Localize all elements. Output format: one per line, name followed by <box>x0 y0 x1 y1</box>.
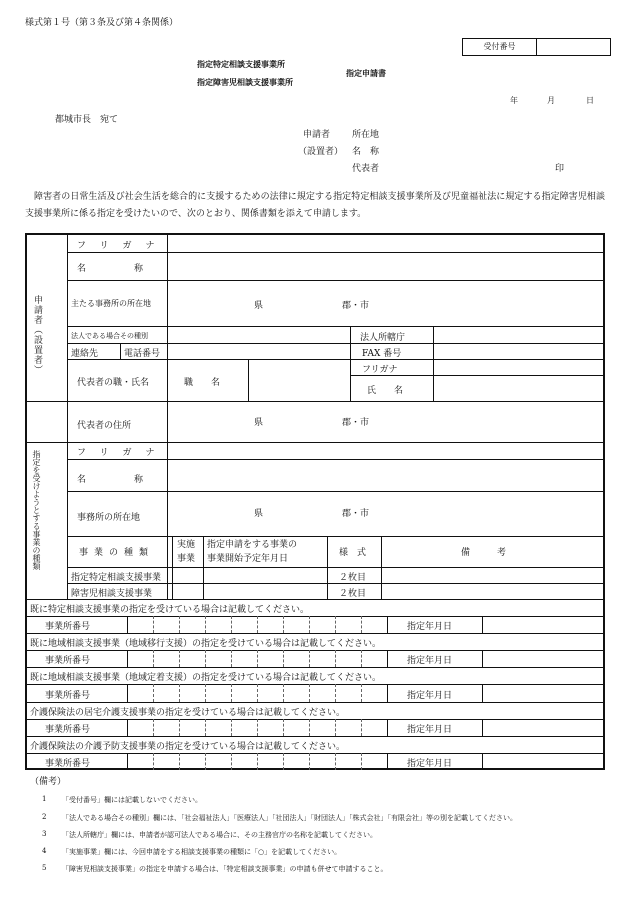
position-label: 職 名 <box>184 378 221 388</box>
position-field[interactable] <box>250 361 348 400</box>
designation-date-label-4: 指定年月日 <box>407 725 453 735</box>
notes-title: （備考） <box>30 777 67 787</box>
existing-note-4: 介護保険法の居宅介護支援事業の指定を受けている場合は記載してください。 <box>30 708 346 718</box>
start-date-header-line1: 指定申請をする事業の <box>207 540 298 550</box>
receipt-box <box>462 38 611 56</box>
rep-name-field[interactable] <box>435 377 603 400</box>
designation-date-label-3: 指定年月日 <box>407 691 453 701</box>
date-month: 月 <box>547 96 555 105</box>
furigana-label: フリガナ <box>77 241 169 251</box>
office-address-label: 事務所の所在地 <box>77 513 141 523</box>
note-num-1: 1 <box>42 795 47 803</box>
title-line2: 指定障害児相談支援事業所 <box>197 77 293 87</box>
fax-label: FAX 番号 <box>362 349 402 359</box>
note-num-4: 4 <box>42 847 47 855</box>
applicant-side-label: 申請者（設置者） <box>32 295 42 375</box>
biz-type-header: 事業の種類 <box>79 548 155 558</box>
remarks-header: 備 考 <box>461 548 507 558</box>
fax-field[interactable] <box>435 345 603 358</box>
rep-position-name-label: 代表者の職・氏名 <box>77 378 150 388</box>
existing-note-1: 既に特定相談支援事業の指定を受けている場合は記載してください。 <box>30 605 310 615</box>
name-label: 名称 <box>77 264 192 274</box>
note-num-3: 3 <box>42 830 47 838</box>
biz2-label: 障害児相談支援事業 <box>71 589 153 599</box>
office-gun-shi-label: 郡・市 <box>342 509 370 519</box>
impl-header-line1: 実施 <box>177 540 196 550</box>
corp-office-label: 法人所轄庁 <box>360 333 406 343</box>
biz-name-field[interactable] <box>172 461 603 489</box>
business-side-label: 指定を受けようとする事業の種類 <box>32 450 41 570</box>
biz-name-label: 名称 <box>77 475 192 485</box>
corp-type-label: 法人である場合その種別 <box>71 332 148 340</box>
existing-note-2: 既に地域相談支援事業（地域移行支援）の指定を受けている場合は記載してください。 <box>30 639 382 649</box>
form-number: 様式第１号（第３条及び第４条関係） <box>25 18 179 28</box>
note-text-4: 「実施事業」欄には、今回申請をする相談支援事業の種類に「○」を記載してください。 <box>62 848 342 856</box>
designation-date-label-2: 指定年月日 <box>407 656 453 666</box>
office-no-label-1: 事業所番号 <box>45 622 91 632</box>
addressee: 都城市長 宛て <box>55 115 119 125</box>
note-text-3: 「法人所轄庁」欄には、申請者が認可法人である場合に、その主務官庁の名称を記載してください。 <box>62 831 377 839</box>
designation-date-label-5: 指定年月日 <box>407 759 453 769</box>
designation-date-label-1: 指定年月日 <box>407 622 453 632</box>
format-header: 様 式 <box>339 548 367 558</box>
rep-name-label: 氏 名 <box>367 386 404 396</box>
main-office-label: 主たる事務所の所在地 <box>71 299 151 308</box>
phone-label: 電話番号 <box>124 349 161 359</box>
corp-type-field[interactable] <box>172 328 348 342</box>
seal-mark: 印 <box>555 164 565 174</box>
rep-furigana-label: フリガナ <box>362 365 398 375</box>
receipt-label: 受付番号 <box>463 39 537 55</box>
application-form-table <box>25 233 605 770</box>
applicant-name-field[interactable] <box>172 254 603 279</box>
impl-header-line2: 事業 <box>177 554 196 564</box>
biz2-impl-checkbox[interactable] <box>174 585 202 598</box>
org-name-label: 名 称 <box>352 147 380 157</box>
existing-note-5: 介護保険法の介護予防支援事業の指定を受けている場合は記載してください。 <box>30 742 346 752</box>
rep-gun-shi-label: 郡・市 <box>342 418 370 428</box>
office-no-label-3: 事業所番号 <box>45 691 91 701</box>
office-pref-label: 県 <box>254 509 264 519</box>
existing-note-3: 既に地域相談支援事業（地域定着支援）の指定を受けている場合は記載してください。 <box>30 673 382 683</box>
rep-address-label: 代表者の住所 <box>77 421 132 431</box>
date-year: 年 <box>510 96 518 105</box>
title-line1: 指定特定相談支援事業所 <box>197 59 285 69</box>
intro-paragraph: 障害者の日常生活及び社会生活を総合的に支援するための法律に規定する指定特定相談支援事業所及び児童福祉法に規定する指定障害児相談支援事業所に係る指定を受けたいので、次のとおり、関係書類を添えて申請します。 <box>25 192 605 219</box>
biz1-impl-checkbox[interactable] <box>174 569 202 582</box>
note-text-5: 「障害児相談支援事業」の指定を申請する場合は、「特定相談支援事業」の申請も併せて申請すること。 <box>62 865 388 873</box>
note-text-1: 「受付番号」欄には記載しないでください。 <box>62 796 202 804</box>
contact-label: 連絡先 <box>71 349 99 359</box>
furigana-field[interactable] <box>172 236 603 251</box>
rep-pref-label: 県 <box>254 418 264 428</box>
biz1-label: 指定特定相談支援事業 <box>71 573 162 583</box>
applicant-label: 申請者 <box>303 130 331 140</box>
date-day: 日 <box>586 96 594 105</box>
page-title: 指定申請書 <box>346 68 386 78</box>
note-num-5: 5 <box>42 864 47 872</box>
receipt-number-field[interactable] <box>537 39 610 55</box>
corp-office-field[interactable] <box>435 328 603 342</box>
office-no-label-4: 事業所番号 <box>45 725 91 735</box>
office-no-label-2: 事業所番号 <box>45 656 91 666</box>
biz-furigana-label: フリガナ <box>77 448 169 458</box>
start-date-header-line2: 事業開始予定年月日 <box>207 554 289 564</box>
note-text-2: 「法人である場合その種別」欄には、「社会福祉法人」「医療法人」「社団法人」「財団法人」「株式会社」「有限会社」等の別を記載してください。 <box>62 814 517 822</box>
pref-label: 県 <box>254 301 264 311</box>
biz2-format: ２枚目 <box>339 589 367 599</box>
representative-label: 代表者 <box>352 164 380 174</box>
address-label: 所在地 <box>352 130 380 140</box>
gun-shi-label: 郡・市 <box>342 301 370 311</box>
applicant-paren-label: （設置者） <box>298 147 344 157</box>
office-no-label-5: 事業所番号 <box>45 759 91 769</box>
phone-field[interactable] <box>172 345 348 358</box>
biz1-format: ２枚目 <box>339 573 367 583</box>
note-num-2: 2 <box>42 813 47 821</box>
